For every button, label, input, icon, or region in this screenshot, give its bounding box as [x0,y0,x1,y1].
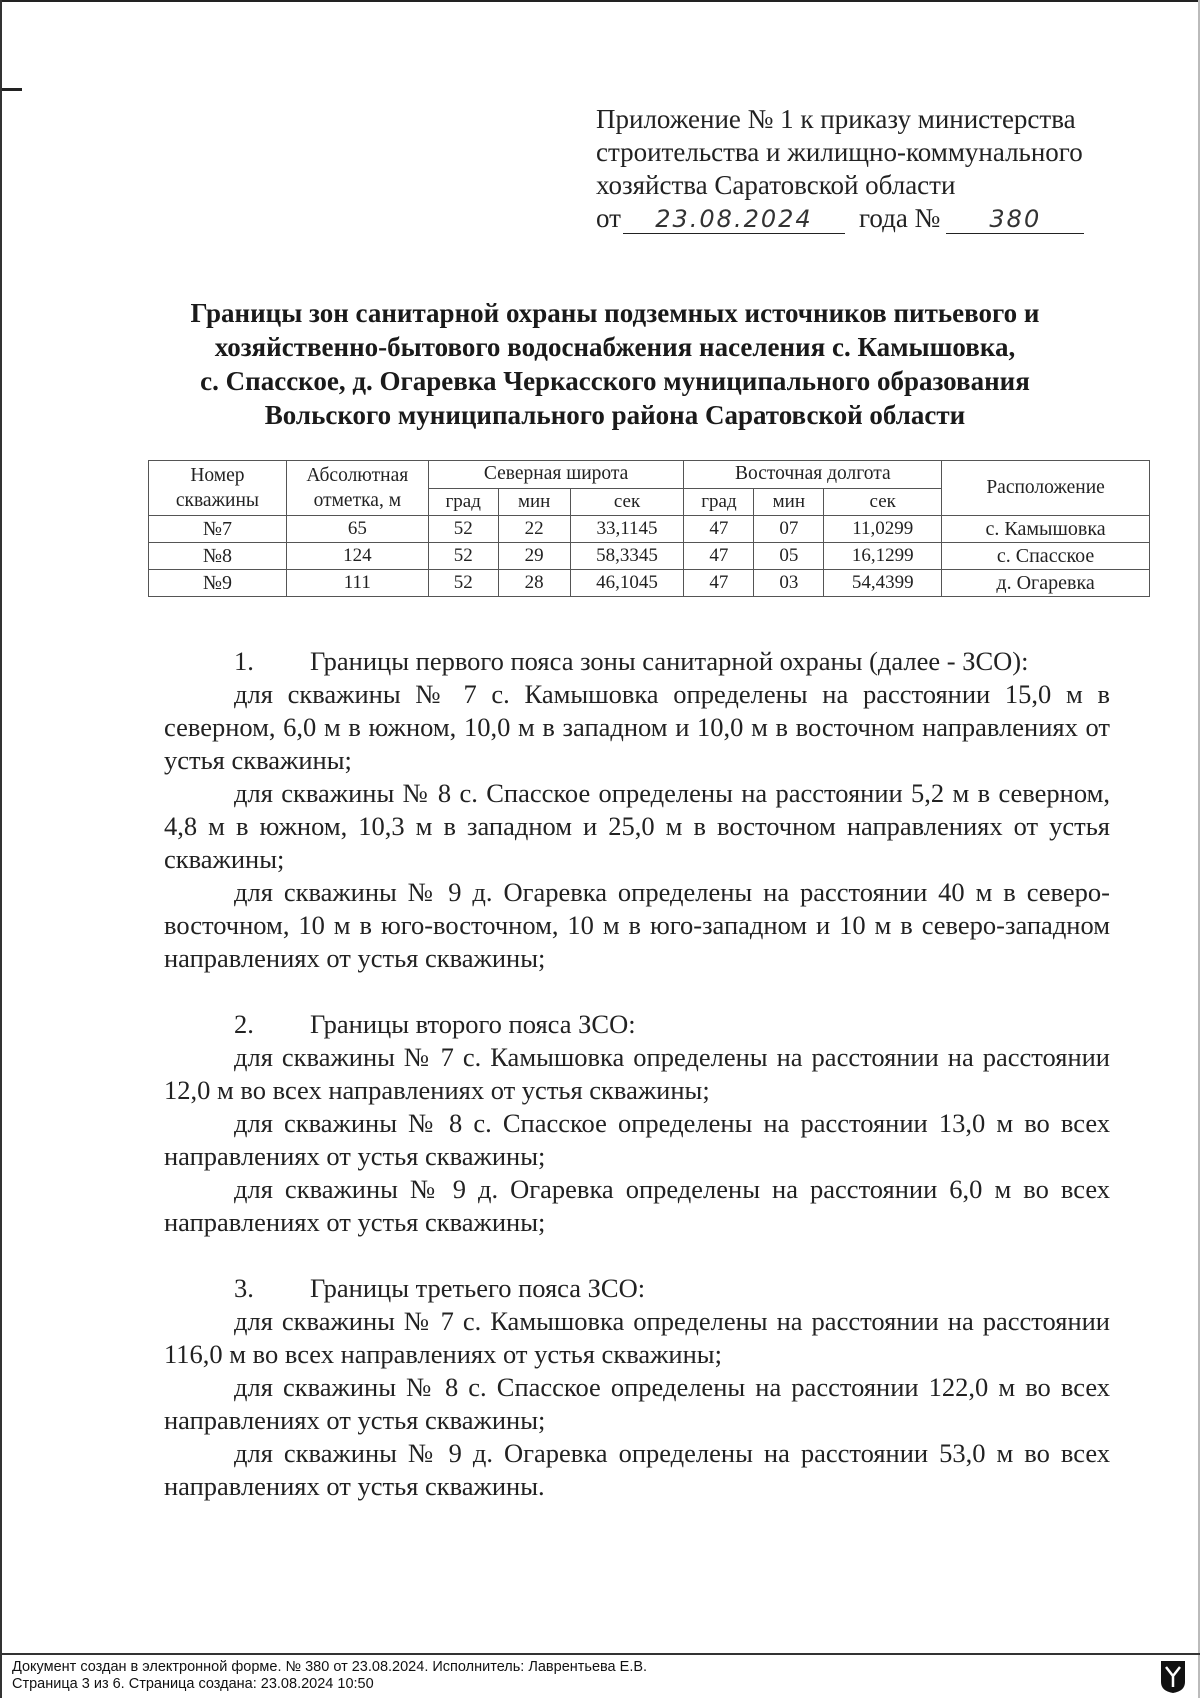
cell-lon-deg: 47 [684,543,754,570]
header-line-1: Приложение № 1 к приказу министерства [596,104,1076,134]
cell-well: №7 [149,516,287,543]
title-line-2: хозяйственно-бытового водоснабжения населения с. Камышовка, [214,332,1016,362]
cell-lat-sec: 46,1045 [570,570,684,597]
cell-lat-sec: 58,3345 [570,543,684,570]
footer-text [12,1659,647,1693]
section-1-item-3: для скважины № 9 д. Огаревка определены на расстоянии 40 м в северо-восточном, 10 м в юго-восточном, 10 м в юго-западном и 10 м в северо-западном направлениях от устья скважины; [164,877,1110,973]
table-row [149,516,1150,543]
header-latitude: Северная широта [428,461,684,489]
section-1-item-2: для скважины № 8 с. Спасское определены на расстоянии 5,2 м в северном, 4,8 м в южном, 10,3 м в западном и 25,0 м в восточном направлениях от устья скважины; [164,778,1110,874]
cell-lat-min: 29 [498,543,570,570]
header-line-2: строительства и жилищно-коммунального [596,137,1083,167]
header-lon-sec: сек [824,488,942,516]
cell-location: д. Огаревка [942,570,1150,597]
top-border [0,0,1200,2]
cell-lat-deg: 52 [428,543,498,570]
section-2-heading [234,1008,1110,1041]
section-number: 3. [234,1273,254,1303]
header-line-3: хозяйства Саратовской области [596,170,956,200]
cell-lon-deg: 47 [684,516,754,543]
cell-lat-deg: 52 [428,570,498,597]
appendix-header [596,103,1116,235]
footer-line-1: Документ создан в электронной форме. № 380 от 23.08.2024. Исполнитель: Лаврентьева Е.В. [12,1659,648,1675]
cell-lat-min: 28 [498,570,570,597]
year-label: года № [858,203,941,233]
header-well-no: Номер скважины [149,461,287,516]
handwritten-date: 23.08.2024 [623,205,845,234]
section-title: Границы второго пояса ЗСО: [310,1009,636,1039]
section-number: 1. [234,646,254,676]
section-number: 2. [234,1009,254,1039]
handwritten-order-number: 380 [946,205,1084,234]
electronic-doc-footer [0,1653,1200,1700]
section-2-item-3: для скважины № 9 д. Огаревка определены на расстоянии 6,0 м во всех направлениях от устья скважины; [164,1174,1110,1237]
table-row [149,570,1150,597]
header-lat-min: мин [498,488,570,516]
cell-lon-deg: 47 [684,570,754,597]
section-3-item-3: для скважины № 9 д. Огаревка определены на расстоянии 53,0 м во всех направлениях от устья скважины. [164,1438,1110,1501]
cell-location: с. Спасское [942,543,1150,570]
header-date-line [596,202,1116,235]
title-line-4: Вольского муниципального района Саратовской области [264,400,966,430]
cell-elevation: 124 [286,543,428,570]
cell-well: №8 [149,543,287,570]
table-row [149,543,1150,570]
coat-of-arms-icon [1160,1660,1186,1694]
section-3-heading [234,1272,1110,1305]
section-2-item-1: для скважины № 7 с. Камышовка определены на расстоянии на расстоянии 12,0 м во всех направлениях от устья скважины; [164,1042,1110,1105]
cell-lon-sec: 54,4399 [824,570,942,597]
header-longitude: Восточная долгота [684,461,942,489]
cell-lat-deg: 52 [428,516,498,543]
cell-elevation: 65 [286,516,428,543]
header-lat-deg: град [428,488,498,516]
cell-lat-sec: 33,1145 [570,516,684,543]
cell-lon-sec: 16,1299 [824,543,942,570]
section-2-item-2: для скважины № 8 с. Спасское определены на расстоянии 13,0 м во всех направлениях от устья скважины; [164,1108,1110,1171]
left-border [0,0,2,1698]
cell-well: №9 [149,570,287,597]
document-title [150,296,1080,432]
margin-mark [2,88,22,91]
section-3-item-1: для скважины № 7 с. Камышовка определены на расстоянии на расстоянии 116,0 м во всех направлениях от устья скважины; [164,1306,1110,1369]
cell-lon-min: 07 [754,516,824,543]
header-location: Расположение [942,461,1150,516]
header-lon-deg: град [684,488,754,516]
document-body [164,645,1110,1503]
cell-lon-sec: 11,0299 [824,516,942,543]
section-1-heading [234,645,1110,678]
cell-lat-min: 22 [498,516,570,543]
header-lat-sec: сек [570,488,684,516]
section-3-item-2: для скважины № 8 с. Спасское определены на расстоянии 122,0 м во всех направлениях от устья скважины; [164,1372,1110,1435]
cell-lon-min: 03 [754,570,824,597]
section-1-item-1: для скважины № 7 с. Камышовка определены на расстоянии 15,0 м в северном, 6,0 м в южном, 10,0 м в западном и 10,0 м в восточном направлениях от устья скважины; [164,679,1110,775]
footer-line-2: Страница 3 из 6. Страница создана: 23.08.2024 10:50 [12,1676,374,1692]
wells-coordinates-table [148,460,1150,597]
header-lon-min: мин [754,488,824,516]
title-line-3: с. Спасское, д. Огаревка Черкасского муниципального образования [200,366,1030,396]
cell-lon-min: 05 [754,543,824,570]
cell-elevation: 111 [286,570,428,597]
title-line-1: Границы зон санитарной охраны подземных источников питьевого и [190,298,1040,328]
header-elevation: Абсолютная отметка, м [286,461,428,516]
section-title: Границы первого пояса зоны санитарной охраны (далее - ЗСО): [310,646,1029,676]
date-prefix: от [596,203,621,233]
cell-location: с. Камышовка [942,516,1150,543]
section-title: Границы третьего пояса ЗСО: [310,1273,646,1303]
